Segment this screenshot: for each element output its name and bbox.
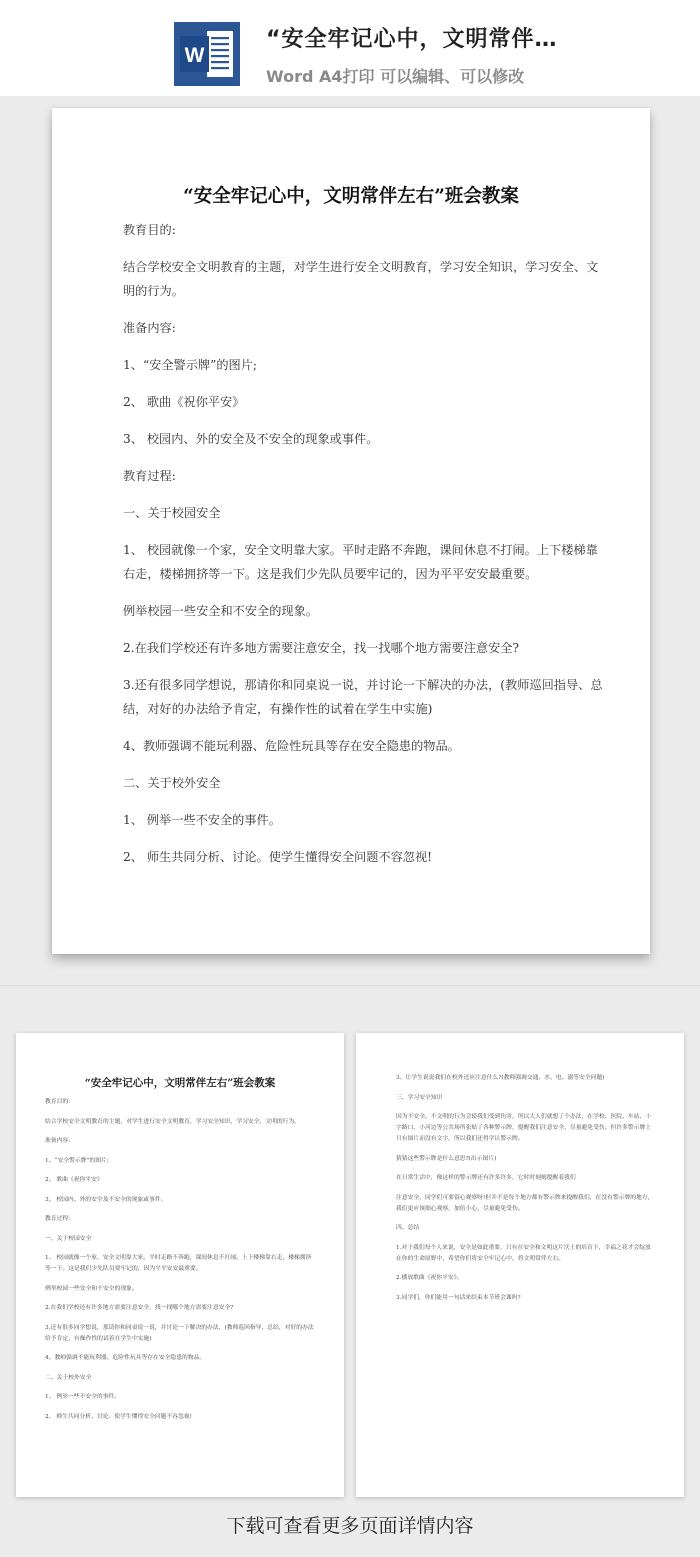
download-more-prompt[interactable]: 下载可查看更多页面详情内容 [226,1515,474,1537]
paragraph: 例举校园一些安全和不安全的现象。 [123,604,318,618]
paragraph: 1、“安全警示牌”的图片; [45,1157,109,1164]
paragraph: 在日常生活中，像这样的警示牌还有许多许多，它时时刻刻提醒着我们 [396,1175,576,1181]
paragraph: 3、让学生说说我们在校外还应注意什么?(教师强调交通、水、电、溺等安全问题) [396,1075,605,1081]
paragraph: 因为不安全、不文明的行为会使我们受到伤害，所以大人们就想了个办法，在学校、医院、车站、十字路口、小河边等公共场所张贴了各种警示牌，提醒我们注意安全，尽量避免受伤。但许多警示牌上只有图片而没有文字，所以我们还得学认警示牌。 [396,1114,652,1142]
paragraph: 猜猜这些警示牌是什么意思?(出示图片) [396,1155,497,1162]
header-bar [0,0,700,96]
word-document-icon [174,22,240,86]
paragraph: 2、 歌曲《祝你平安》 [45,1177,103,1183]
paragraph: 二、关于校外安全 [123,776,221,790]
word-icon-letter: W [184,44,205,67]
paragraph: 3.同学们，你们能用一句话来结束本节班会课吗? [396,1294,521,1301]
thumbnail-body [396,1073,654,1312]
paragraph: 注意安全，同学们可要留心观察呀!但并不是每个地方都有警示牌来提醒我们，在没有警示牌的地方，我们更应该细心观察，加倍小心，尽量避免受伤。 [396,1194,654,1212]
document-title: “安全牢记心中，文明常伴… [266,27,558,52]
paragraph: 1、 校园就像一个家，安全文明靠大家。平时走路不奔跑，课间休息不打闹。上下楼梯靠右走，楼梯拥挤等一下。这是我们少先队员要牢记的，因为平平安安最重要。 [45,1255,312,1272]
section-divider [0,985,700,986]
paragraph: 2、 师生共同分析、讨论。使学生懂得安全问题不容忽视! [45,1413,192,1420]
page-thumbnail-1[interactable] [16,1033,344,1497]
paragraph: 1、 例举一些不安全的事件。 [45,1394,121,1400]
paragraph: 2.在我们学校还有许多地方需要注意安全，找一找哪个地方需要注意安全? [123,641,519,655]
paragraph: 结合学校安全文明教育的主题，对学生进行安全文明教育，学习安全知识，学习安全、文明的行为。 [45,1118,301,1125]
paragraph: 教育过程: [123,469,176,483]
paragraph: 三、学习安全知识 [396,1094,443,1101]
paragraph: 二、关于校外安全 [45,1374,92,1381]
paragraph: 准备内容: [123,321,176,335]
thumbnail-title: “安全牢记心中，文明常伴左右”班会教案 [84,1077,276,1089]
paragraph: 1.对于我们每个人来说，安全是如此重要，只有在安全和文明这片沃土的培育下，幸福之花才会绽放在你的生命原野中，希望你们将安全牢记心中，将文明常伴左右。 [396,1244,651,1262]
paragraph: 1、 校园就像一个家，安全文明靠大家。平时走路不奔跑，课间休息不打闹。上下楼梯靠右走，楼梯拥挤等一下。这是我们少先队员要牢记的，因为平平安安最重要。 [123,543,598,581]
paragraph: 1、“安全警示牌”的图片; [123,358,258,372]
page-title: “安全牢记心中，文明常伴左右”班会教案 [183,186,519,207]
paragraph: 教育目的: [123,223,176,237]
paragraph: 一、关于校园安全 [45,1235,92,1242]
paragraph: 结合学校安全文明教育的主题，对学生进行安全文明教育，学习安全知识，学习安全、文明的行为。 [123,260,599,298]
paragraph: 教育过程: [45,1216,71,1222]
document-subtitle: Word A4打印 可以编辑、可以修改 [266,67,525,86]
paragraph: 一、关于校园安全 [123,506,221,520]
page-thumbnail-2[interactable] [356,1033,684,1497]
paragraph: 教育目的: [45,1099,71,1105]
paragraph: 3.还有很多同学想说，那请你和同桌说一说，并讨论一下解决的办法，(教师巡回指导、总结，对好的办法给予肯定，有操作性的试着在学生中实施) [45,1324,314,1342]
document-page-preview [52,108,650,954]
paragraph: 2.播放歌曲《祝你平安》。 [396,1275,463,1281]
paragraph: 例举校园一些安全和不安全的现象。 [45,1285,138,1292]
paragraph: 2、 歌曲《祝你平安》 [123,395,245,409]
paragraph: 3.还有很多同学想说，那请你和同桌说一说，并讨论一下解决的办法，(教师巡回指导、总结，对好的办法给予肯定，有操作性的试着在学生中实施) [123,678,603,716]
paragraph: 4、教师强调不能玩利器、危险性玩具等存在安全隐患的物品。 [123,739,460,753]
paragraph: 4、教师强调不能玩利器、危险性玩具等存在安全隐患的物品。 [45,1355,206,1361]
paragraph: 准备内容: [45,1138,71,1144]
paragraph: 3、 校园内、外的安全及不安全的现象或事件。 [45,1196,167,1203]
paragraph: 2.在我们学校还有许多地方需要注意安全，找一找哪个地方需要注意安全? [45,1305,234,1311]
thumbnail-body [45,1097,317,1431]
paragraph: 四、总结 [396,1225,420,1231]
paragraph: 3、 校园内、外的安全及不安全的现象或事件。 [123,432,379,446]
paragraph: 1、 例举一些不安全的事件。 [123,813,281,827]
paragraph: 2、 师生共同分析、讨论。使学生懂得安全问题不容忽视! [123,850,433,864]
page-body [123,218,603,882]
